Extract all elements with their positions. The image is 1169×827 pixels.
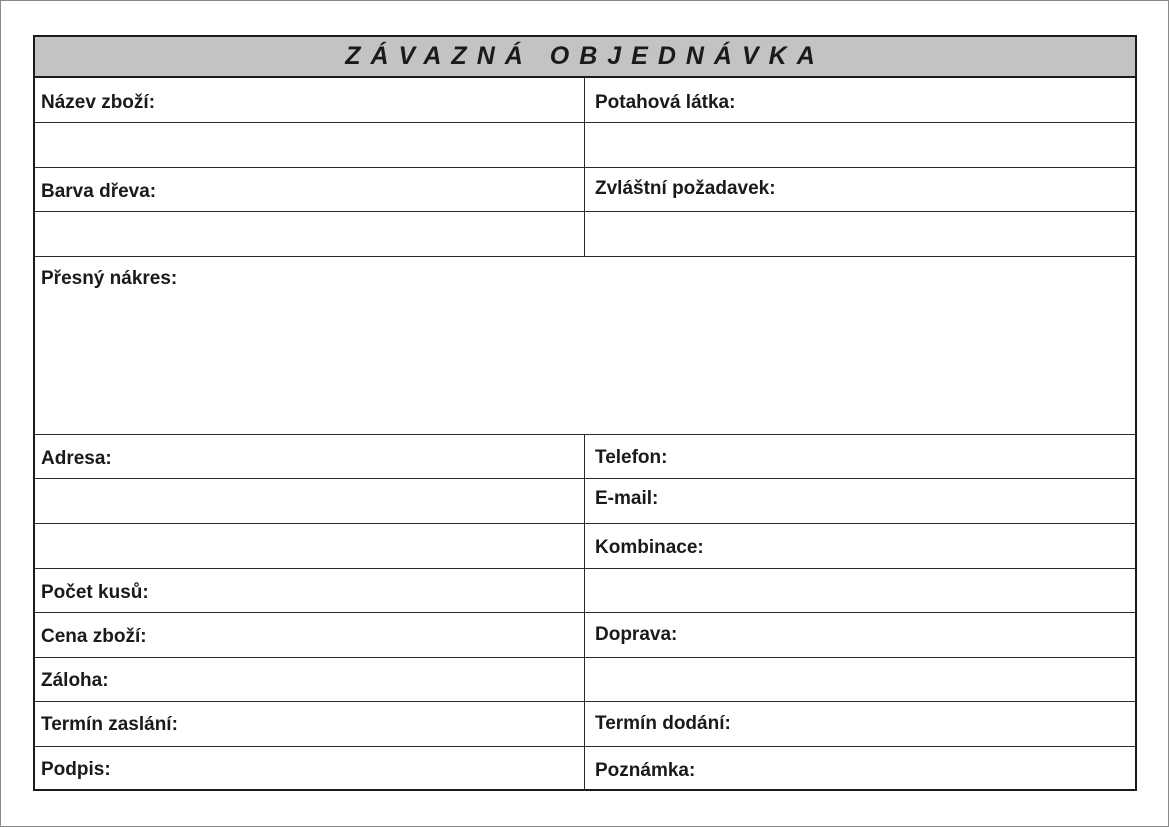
label-doprava: Doprava: xyxy=(595,624,678,645)
label-zaloha: Záloha: xyxy=(41,670,109,691)
row-divider xyxy=(35,434,1135,435)
row-divider xyxy=(35,746,1135,747)
label-termin-zaslani: Termín zaslání: xyxy=(41,714,178,735)
row-divider xyxy=(35,122,1135,123)
label-adresa: Adresa: xyxy=(41,448,112,469)
row-divider xyxy=(35,568,1135,569)
column-divider xyxy=(584,78,585,256)
label-termin-dodani: Termín dodání: xyxy=(595,713,731,734)
label-zvlastni-pozadavek: Zvláštní požadavek: xyxy=(595,178,776,199)
row-divider xyxy=(35,701,1135,702)
row-divider xyxy=(35,523,1135,524)
form-title: ZÁVAZNÁ OBJEDNÁVKA xyxy=(345,42,825,70)
label-nazev-zbozi: Název zboží: xyxy=(41,92,156,113)
label-telefon: Telefon: xyxy=(595,447,668,468)
label-kombinace: Kombinace: xyxy=(595,537,704,558)
row-divider xyxy=(35,167,1135,168)
label-cena-zbozi: Cena zboží: xyxy=(41,626,147,647)
label-poznamka: Poznámka: xyxy=(595,760,696,781)
column-divider xyxy=(584,434,585,791)
label-podpis: Podpis: xyxy=(41,759,111,780)
label-pocet-kusu: Počet kusů: xyxy=(41,582,149,603)
row-divider xyxy=(35,478,1135,479)
order-form xyxy=(33,35,1137,791)
label-potahova-latka: Potahová látka: xyxy=(595,92,736,113)
row-divider xyxy=(35,612,1135,613)
row-divider xyxy=(35,256,1135,257)
row-divider xyxy=(35,211,1135,212)
label-email: E-mail: xyxy=(595,488,659,509)
form-title-bar xyxy=(35,37,1135,78)
row-divider xyxy=(35,657,1135,658)
label-presny-nakres: Přesný nákres: xyxy=(41,268,178,289)
label-barva-dreva: Barva dřeva: xyxy=(41,181,157,202)
